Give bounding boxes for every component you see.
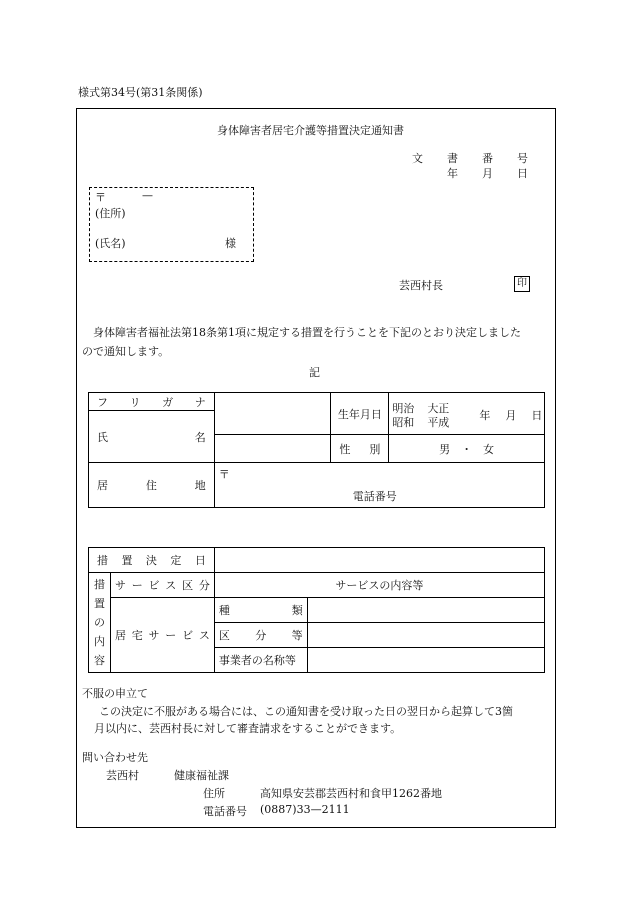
appeal-text-line-1: この決定に不服がある場合には、この通知書を受け取った日の翌日から起算して3箇 [88,705,513,718]
name-value-cell [214,393,331,435]
provider-name-value [307,648,544,673]
kind-label: 種 類 [214,598,307,623]
sex-value: 男 ・ 女 [389,435,545,463]
name-value-cell-2 [214,435,331,463]
form-number-header: 様式第34号(第31条関係) [78,86,203,99]
residence-label: 居 住 地 [89,463,215,508]
contact-phone: (0887)33—2111 [260,803,350,816]
contact-phone-label: 電話番号 [203,805,247,818]
contact-heading: 問い合わせ先 [82,751,148,764]
birth-label: 生年月日 [331,393,389,435]
measure-content-side-label: 措 置 の 内 容 [89,573,111,673]
address-label: (住所) [95,207,126,220]
contact-address-label: 住所 [203,787,225,800]
division-value [307,623,544,648]
doc-number-char: 書 [447,152,458,165]
division-label: 区 分 等 [214,623,307,648]
name-label: (氏名) [95,237,126,250]
appeal-text-line-2: 月以内に、芸西村長に対して審査請求をすることができます。 [94,722,402,735]
residence-value: 〒 電話番号 [214,463,544,508]
appeal-heading: 不服の申立て [82,687,148,700]
decision-date-label: 措 置 決 定 日 [89,548,215,573]
contact-address: 高知県安芸郡芸西村和食甲1262番地 [260,787,442,800]
ki-marker: 記 [309,366,320,379]
home-service-label: 居 宅 サ ー ビ ス [110,598,214,673]
honorific: 様 [225,237,236,250]
contact-department: 健康福祉課 [174,769,229,782]
measure-table [88,547,545,673]
doc-number-char: 号 [517,152,528,165]
date-day: 日 [517,167,528,180]
postal-dash: — [142,189,153,202]
contact-village: 芸西村 [106,769,139,782]
date-year: 年 [447,167,458,180]
issuer-name: 芸西村長 [399,279,443,292]
decision-date-value [214,548,544,573]
applicant-table [88,392,545,508]
postal-mark: 〒 [95,191,106,204]
document-title: 身体障害者居宅介護等措置決定通知書 [217,124,404,137]
service-content-header: サービスの内容等 [214,573,544,598]
doc-number-char: 番 [482,152,493,165]
body-text-line-1: 身体障害者福祉法第18条第1項に規定する措置を行うことを下記のとおり決定しました [82,326,521,339]
provider-name-label: 事業者の名称等 [214,648,307,673]
kind-value [307,598,544,623]
service-category-label: サ ー ビ ス 区 分 [110,573,214,598]
name-label: 氏 名 [89,411,215,463]
birth-value: 明治 昭和 大正 平成 年 月 日 [389,393,545,435]
date-month: 月 [482,167,493,180]
furigana-label: フ リ ガ ナ [89,393,215,411]
sex-label: 性 別 [331,435,389,463]
seal-mark: 印 [514,276,530,292]
body-text-line-2: ので通知します。 [82,345,170,358]
doc-number-char: 文 [412,152,423,165]
